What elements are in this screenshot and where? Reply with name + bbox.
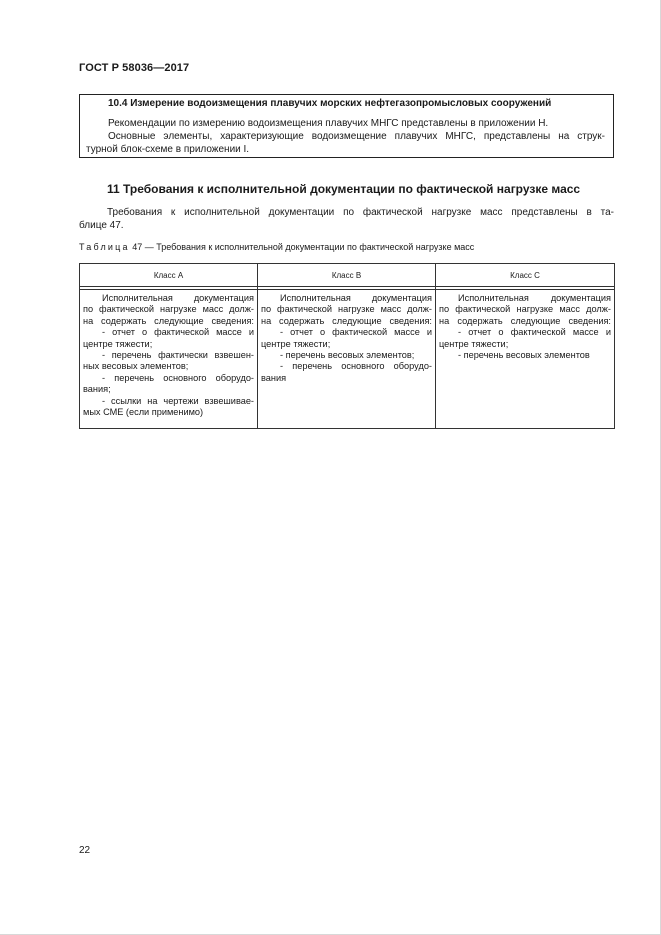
intro-line-2: блице 47. bbox=[79, 220, 124, 231]
cell-line: - перечень фактически взвешен- bbox=[102, 350, 254, 361]
subsection-title: 10.4 Измерение водоизмещения плавучих морских нефтегазопромысловых сооружений bbox=[108, 98, 552, 109]
cell-line: по фактической нагрузке масс долж- bbox=[261, 304, 432, 315]
document-id: ГОСТ Р 58036—2017 bbox=[79, 62, 190, 74]
table-header-row bbox=[80, 264, 615, 287]
changed-text-box bbox=[79, 94, 614, 158]
cell-line: центре тяжести; bbox=[439, 338, 509, 349]
cell-line: по фактической нагрузке масс долж- bbox=[439, 304, 611, 315]
page-number: 22 bbox=[79, 845, 91, 856]
section-heading: 11 Требования к исполнительной документации по фактической нагрузке масс bbox=[107, 182, 581, 196]
cell-line: мых СМЕ (если применимо) bbox=[83, 407, 204, 418]
cell-line: Исполнительная документация bbox=[458, 293, 611, 303]
requirements-table bbox=[79, 263, 615, 429]
cell-line: по фактической нагрузке масс долж- bbox=[83, 304, 254, 315]
cell-line: на содержать следующие сведения: bbox=[261, 315, 432, 326]
cell-line: - отчет о фактической массе и bbox=[102, 327, 254, 338]
cell-line: центре тяжести; bbox=[83, 338, 153, 349]
box-paragraph-2: Основные элементы, характеризующие водоизмещение плавучих МНГС, представлены на струк- bbox=[108, 131, 605, 142]
cell-line: вания bbox=[261, 372, 287, 383]
header-class-a: Класс А bbox=[80, 264, 258, 287]
cell-line: - перечень основного оборудо- bbox=[102, 372, 254, 383]
cell-class-a bbox=[80, 290, 258, 429]
table-caption bbox=[79, 242, 474, 252]
cell-line: ных весовых элементов; bbox=[83, 361, 189, 372]
cell-line: Исполнительная документация bbox=[280, 293, 432, 303]
table-row bbox=[80, 290, 615, 429]
cell-line: - отчет о фактической массе и bbox=[458, 327, 611, 338]
cell-line: вания; bbox=[83, 384, 111, 395]
cell-class-b bbox=[258, 290, 436, 429]
table-caption-text: 47 — Требования к исполнительной документации по фактической нагрузке масс bbox=[129, 242, 475, 252]
cell-line: центре тяжести; bbox=[261, 338, 331, 349]
table-caption-word: Таблица bbox=[79, 242, 130, 252]
cell-line: на содержать следующие сведения: bbox=[439, 315, 611, 326]
cell-line: Исполнительная документация bbox=[102, 293, 254, 303]
cell-line: на содержать следующие сведения: bbox=[83, 315, 254, 326]
cell-class-c bbox=[436, 290, 615, 429]
cell-line: - перечень весовых элементов bbox=[458, 350, 590, 361]
cell-line: - отчет о фактической массе и bbox=[280, 327, 432, 338]
header-class-c: Класс С bbox=[436, 264, 615, 287]
cell-line: - ссылки на чертежи взвешивае- bbox=[102, 395, 254, 406]
cell-line: - перечень весовых элементов; bbox=[280, 350, 415, 361]
header-class-b: Класс В bbox=[258, 264, 436, 287]
intro-line-1: Требования к исполнительной документации по фактической нагрузке масс представлены в та- bbox=[107, 207, 614, 218]
box-paragraph-3: турной блок-схеме в приложении I. bbox=[86, 144, 250, 155]
box-paragraph-1: Рекомендации по измерению водоизмещения плавучих МНГС представлены в приложении Н. bbox=[108, 118, 549, 129]
cell-line: - перечень основного оборудо- bbox=[280, 361, 432, 372]
